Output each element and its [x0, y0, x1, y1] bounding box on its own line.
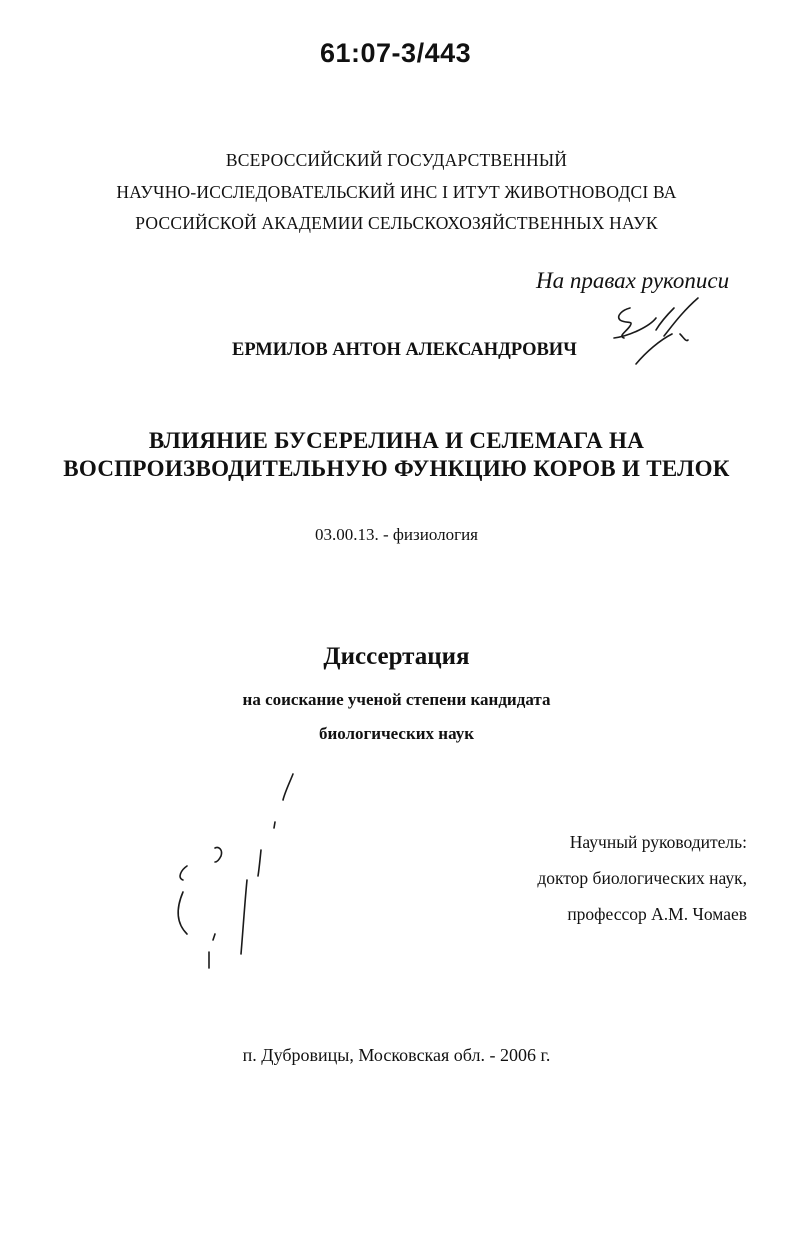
catalog-number: 61:07-3/443 — [320, 38, 472, 68]
author-name: ЕРМИЛОВ АНТОН АЛЕКСАНДРОВИЧ — [232, 340, 577, 360]
rights-note: На правах рукописи — [536, 268, 730, 293]
author-signature — [600, 290, 720, 370]
supervisor-signature — [165, 770, 305, 980]
institution-line-1: ВСЕРОССИЙСКИЙ ГОСУДАРСТВЕННЫЙ — [225, 150, 568, 170]
degree-line-2: биологических наук — [318, 724, 475, 743]
place-and-year: п. Дубровицы, Московская обл. - 2006 г. — [242, 1045, 551, 1065]
degree-line-1: на соискание ученой степени кандидата — [242, 690, 551, 709]
document-type: Диссертация — [323, 643, 470, 670]
title-line-2: ВОСПРОИЗВОДИТЕЛЬНУЮ ФУНКЦИЮ КОРОВ И ТЕЛОК — [63, 456, 730, 481]
institution-line-3: РОССИЙСКОЙ АКАДЕМИИ СЕЛЬСКОХОЗЯЙСТВЕННЫХ НАУК — [135, 213, 658, 233]
supervisor-line-1: Научный руководитель: — [569, 832, 747, 852]
title-line-1: ВЛИЯНИЕ БУСЕРЕЛИНА И СЕЛЕМАГА НА — [148, 428, 645, 453]
specialty-code: 03.00.13. - физиология — [315, 525, 478, 544]
supervisor-line-2: доктор биологических наук, — [537, 868, 747, 888]
institution-line-2: НАУЧНО-ИССЛЕДОВАТЕЛЬСКИЙ ИНС І ИТУТ ЖИВОТНОВОДСІ ВА — [116, 182, 677, 202]
supervisor-line-3: профессор А.М. Чомаев — [567, 904, 747, 924]
